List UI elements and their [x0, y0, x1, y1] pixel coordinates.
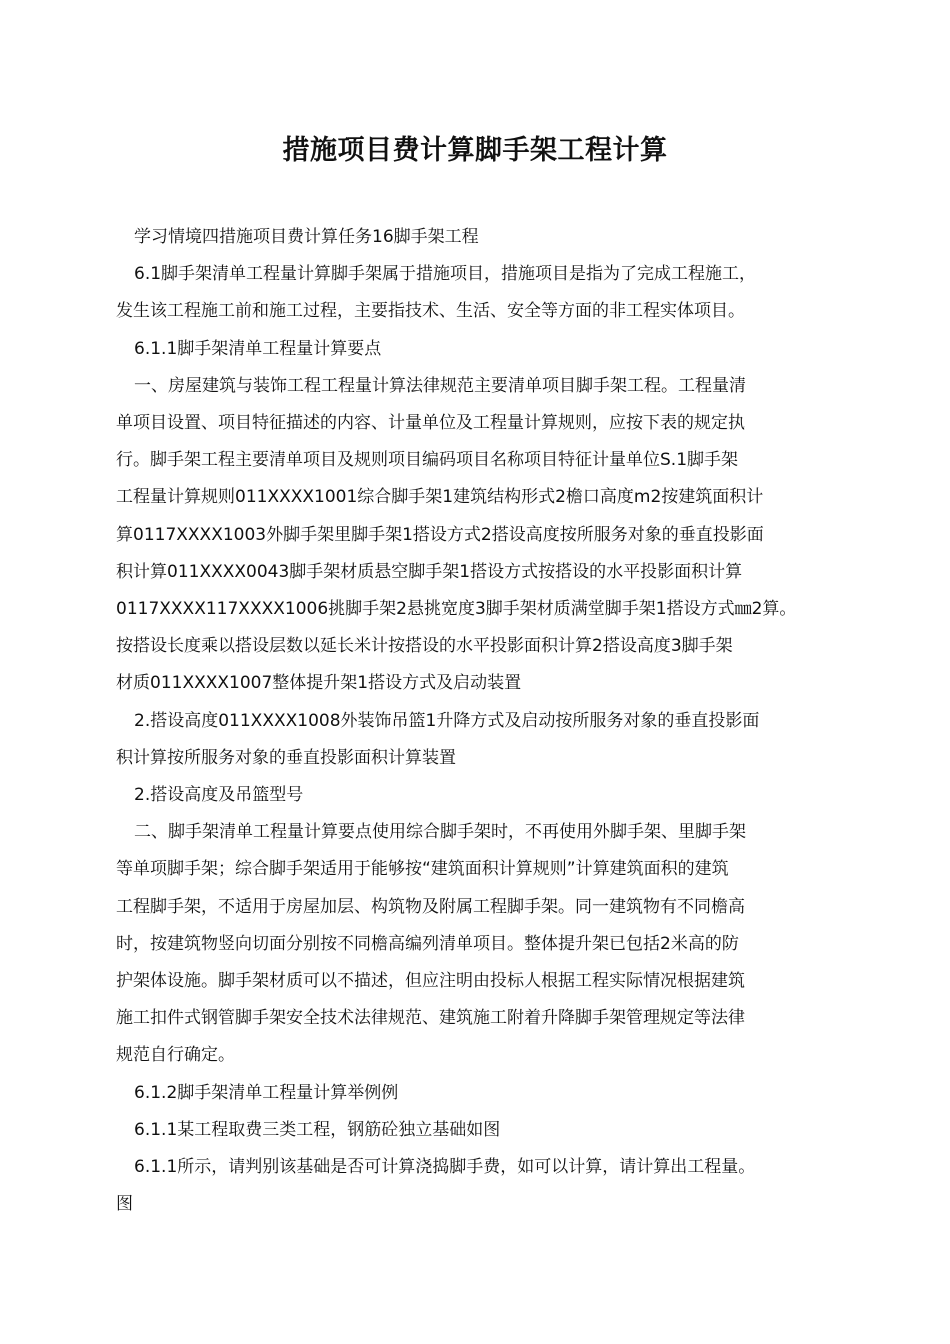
text-line: 2.搭设高度及吊篮型号 [134, 785, 304, 806]
paragraph-part-two [116, 814, 856, 1074]
text-line: 学习情境四措施项目费计算任务16脚手架工程 [134, 227, 479, 247]
paragraph-height-item [116, 703, 856, 777]
text-line: 等单项脚手架；综合脚手架适用于能够按“建筑面积计算规则”计算建筑面积的建筑 [116, 859, 729, 880]
text-line: 规范自行确定。 [116, 1045, 235, 1066]
text-line: 算0117XXXX1003外脚手架里脚手架1搭设方式2搭设高度按所服务对象的垂直投影面 [116, 524, 764, 545]
paragraph-intro [116, 219, 856, 256]
paragraph-section-6-1-1 [116, 331, 856, 368]
document-title: 措施项目费计算脚手架工程计算 [282, 135, 668, 166]
text-line: 6.1.1脚手架清单工程量计算要点 [134, 338, 382, 359]
text-line: 6.1.2脚手架清单工程量计算举例例 [134, 1082, 399, 1103]
text-line: 按搭设长度乘以搭设层数以延长米计按搭设的水平投影面积计算2搭设高度3脚手架 [116, 636, 733, 657]
text-line: 护架体设施。脚手架材质可以不描述，但应注明由投标人根据工程实际情况根据建筑 [116, 971, 745, 992]
text-line: 材质011XXXX1007整体提升架1搭设方式及启动装置 [116, 673, 522, 694]
text-line: 一、房屋建筑与装饰工程工程量计算法律规范主要清单项目脚手架工程。工程量清 [134, 375, 746, 396]
text-line: 6.1.1所示，请判别该基础是否可计算浇捣脚手费，如可以计算，请计算出工程量。 [134, 1157, 756, 1178]
paragraph-example-question [116, 1149, 856, 1223]
text-line: 施工扣件式钢管脚手架安全技术法律规范、建筑施工附着升降脚手架管理规定等法律 [116, 1008, 745, 1029]
paragraph-part-one [116, 368, 856, 703]
text-line: 二、脚手架清单工程量计算要点使用综合脚手架时，不再使用外脚手架、里脚手架 [134, 822, 746, 843]
document-body [116, 219, 856, 1223]
text-line: 发生该工程施工前和施工过程，主要指技术、生活、安全等方面的非工程实体项目。 [116, 301, 745, 322]
text-line: 时，按建筑物竖向切面分别按不同檐高编列清单项目。整体提升架已包括2米高的防 [116, 933, 739, 954]
text-line: 6.1.1某工程取费三类工程，钢筋砼独立基础如图 [134, 1119, 501, 1140]
paragraph-section-6-1 [116, 256, 856, 330]
text-line: 单项目设置、项目特征描述的内容、计量单位及工程量计算规则，应按下表的规定执 [116, 413, 745, 434]
paragraph-section-6-1-2 [116, 1075, 856, 1112]
text-line: 行。脚手架工程主要清单项目及规则项目编码项目名称项目特征计量单位S.1脚手架 [116, 450, 739, 471]
text-line: 6.1脚手架清单工程量计算脚手架属于措施项目，措施项目是指为了完成工程施工， [134, 264, 757, 285]
paragraph-height-basket [116, 777, 856, 814]
text-line: 积计算011XXXX0043脚手架材质悬空脚手架1搭设方式按搭设的水平投影面积计算 [116, 561, 743, 582]
text-line: 工程脚手架，不适用于房屋加层、构筑物及附属工程脚手架。同一建筑物有不同檐高 [116, 896, 745, 917]
paragraph-example [116, 1112, 856, 1149]
text-line: 0117XXXX117XXXX1006挑脚手架2悬挑宽度3脚手架材质满堂脚手架1搭设方式㎜2算。 [116, 599, 797, 620]
text-line: 工程量计算规则011XXXX1001综合脚手架1建筑结构形式2檐口高度m2按建筑面积计 [116, 487, 764, 508]
text-line: 2.搭设高度011XXXX1008外装饰吊篮1升降方式及启动按所服务对象的垂直投影面 [134, 710, 760, 731]
text-line: 图 [116, 1194, 133, 1215]
text-line: 积计算按所服务对象的垂直投影面积计算装置 [116, 747, 456, 768]
